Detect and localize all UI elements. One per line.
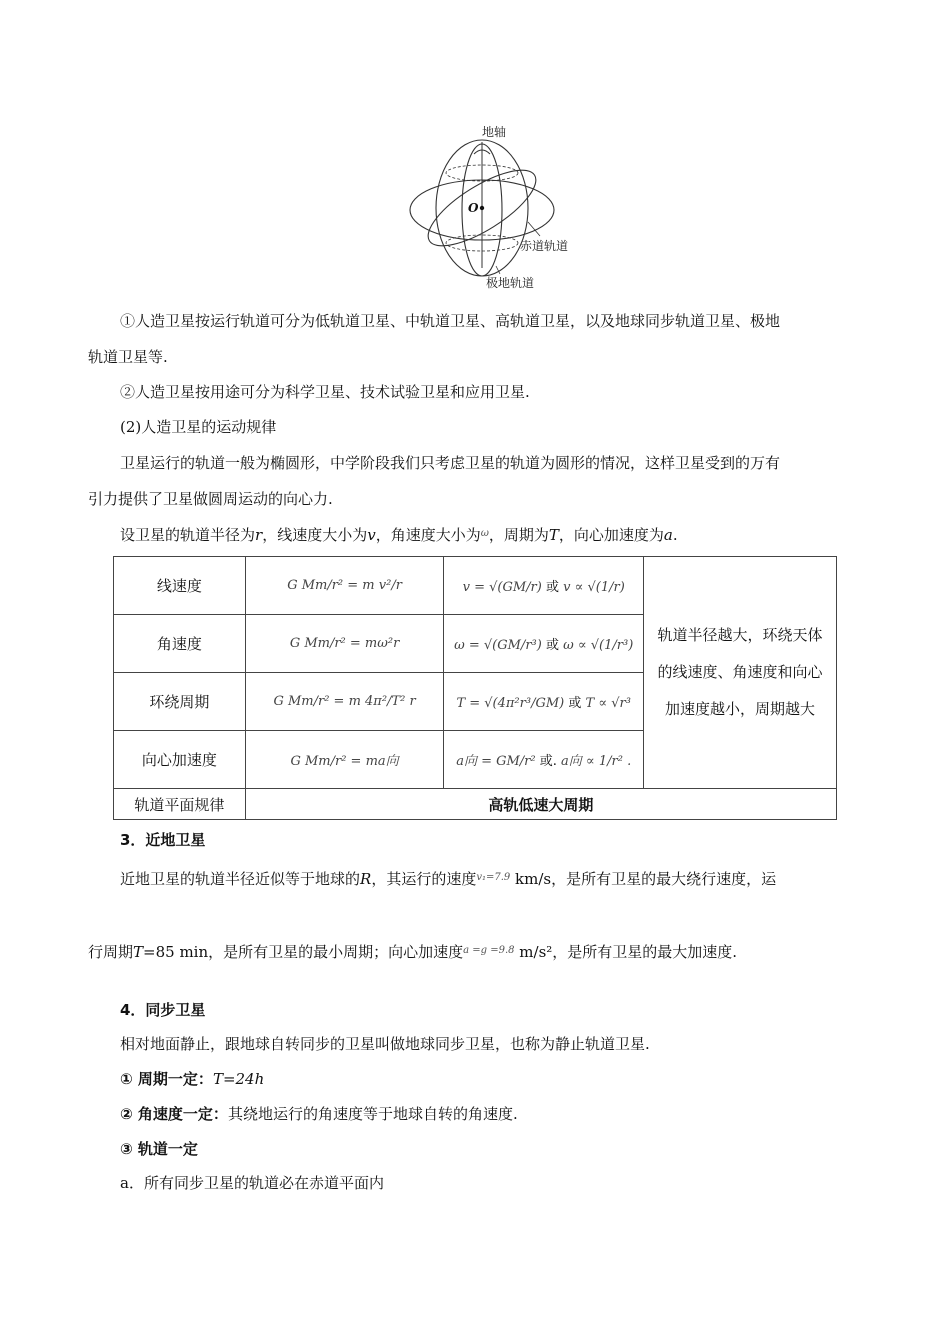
- item-label: ① 周期一定：: [120, 1070, 213, 1088]
- text-span: =85 min，是所有卫星的最小周期；向心加速度: [143, 943, 464, 961]
- item-label: ② 角速度一定：: [120, 1105, 228, 1123]
- equation-cell: G Mm/r² = m v²/r: [245, 557, 444, 615]
- row-label: 向心加速度: [114, 731, 246, 789]
- result-formula: a向 = GM/r²: [456, 754, 536, 769]
- text-span: m/s²，是所有卫星的最大加速度.: [514, 943, 738, 961]
- item-value: 其绕地运行的角速度等于地球自转的角速度.: [227, 1105, 518, 1123]
- section4-item2: [120, 1104, 518, 1124]
- text-span: .: [672, 526, 678, 544]
- equation-cell: G Mm/r² = mω²r: [245, 615, 444, 673]
- text-span: ，周期为: [488, 526, 549, 544]
- paragraph-orbit-shape: 卫星运行的轨道一般为椭圆形，中学阶段我们只考虑卫星的轨道为圆形的情况，这样卫星受到的万有: [120, 454, 781, 472]
- law-label: 轨道平面规律: [114, 789, 246, 820]
- polar-label: 极地轨道: [486, 276, 535, 290]
- section4-item3: ③ 轨道一定: [120, 1140, 198, 1158]
- or-text: 或: [545, 638, 559, 653]
- result-cell: [444, 673, 644, 731]
- proportional-formula: a向 ∝ 1/r² .: [561, 754, 632, 769]
- paragraph-orbit-shape-cont: 引力提供了卫星做圆周运动的向心力.: [88, 490, 333, 508]
- var-r: r: [255, 526, 263, 544]
- or-text: 或.: [539, 754, 557, 769]
- proportional-formula: v ∝ √(1/r): [563, 580, 625, 595]
- text-span: km/s，是所有卫星的最大绕行速度，运: [510, 870, 777, 888]
- orbit-diagram: [400, 118, 590, 294]
- result-cell: [444, 557, 644, 615]
- result-formula: T = √(4π²r³/GM): [456, 696, 565, 711]
- subheading-motion-laws: (2)人造卫星的运动规律: [120, 418, 277, 436]
- var-v: v: [367, 526, 376, 544]
- result-cell: [444, 731, 644, 789]
- var-omega: ω: [480, 528, 489, 539]
- result-formula: v = √(GM/r): [462, 580, 542, 595]
- axis-label: 地轴: [482, 125, 507, 139]
- proportional-formula: ω ∝ √(1/r³): [563, 638, 634, 653]
- proportional-formula: T ∝ √r³: [585, 696, 631, 711]
- or-text: 或: [568, 696, 582, 711]
- section3-heading: 3．近地卫星: [120, 831, 206, 849]
- result-formula: ω = √(GM/r³): [454, 638, 542, 653]
- text-span: ，角速度大小为: [375, 526, 481, 544]
- orbit-diagram-svg: [400, 118, 590, 294]
- text-span: 近地卫星的轨道半径近似等于地球的: [120, 870, 361, 888]
- text-span: ，向心加速度为: [558, 526, 664, 544]
- section3-line1: [120, 868, 776, 889]
- law-value: 高轨低速大周期: [245, 789, 836, 820]
- paragraph-orbit-types: ①人造卫星按运行轨道可分为低轨道卫星、中轨道卫星、高轨道卫星，以及地球同步轨道卫星、极地: [120, 312, 781, 330]
- row-label: 角速度: [114, 615, 246, 673]
- table-row: [114, 557, 837, 615]
- section4-intro: 相对地面静止，跟地球自转同步的卫星叫做地球同步卫星，也称为静止轨道卫星.: [120, 1035, 650, 1053]
- equation-cell: G Mm/r² = ma向: [245, 731, 444, 789]
- var-T: T: [133, 943, 144, 961]
- section4-item-a: a．所有同步卫星的轨道必在赤道平面内: [120, 1174, 384, 1192]
- var-a: a: [663, 526, 673, 544]
- var-R: R: [360, 870, 372, 888]
- satellite-law-table: [113, 556, 837, 820]
- summary-note: 轨道半径越大，环绕天体的线速度、角速度和向心加速度越小，周期越大: [644, 557, 837, 789]
- or-text: 或: [545, 580, 559, 595]
- paragraph-orbit-types-cont: 轨道卫星等.: [88, 348, 168, 366]
- gravity-acceleration: a =g =9.8: [463, 945, 515, 956]
- paragraph-variables: [120, 524, 678, 545]
- row-label: 环绕周期: [114, 673, 246, 731]
- item-value: T=24h: [212, 1070, 265, 1088]
- text-span: 行周期: [88, 943, 134, 961]
- first-cosmic-velocity: v₁=7.9: [476, 872, 511, 883]
- equation-cell: G Mm/r² = m 4π²/T² r: [245, 673, 444, 731]
- table-row: [114, 789, 837, 820]
- paragraph-purpose-types: ②人造卫星按用途可分为科学卫星、技术试验卫星和应用卫星.: [120, 383, 530, 401]
- var-T: T: [548, 526, 559, 544]
- center-label: O: [468, 201, 479, 215]
- result-cell: [444, 615, 644, 673]
- row-label: 线速度: [114, 557, 246, 615]
- center-dot: [480, 206, 484, 210]
- text-span: 设卫星的轨道半径为: [120, 526, 256, 544]
- section3-line2: [88, 941, 737, 962]
- equator-label: 赤道轨道: [520, 239, 569, 253]
- section4-item1: [120, 1069, 264, 1089]
- section4-heading: 4．同步卫星: [120, 1001, 206, 1019]
- text-span: ，线速度大小为: [262, 526, 368, 544]
- text-span: ，其运行的速度: [371, 870, 477, 888]
